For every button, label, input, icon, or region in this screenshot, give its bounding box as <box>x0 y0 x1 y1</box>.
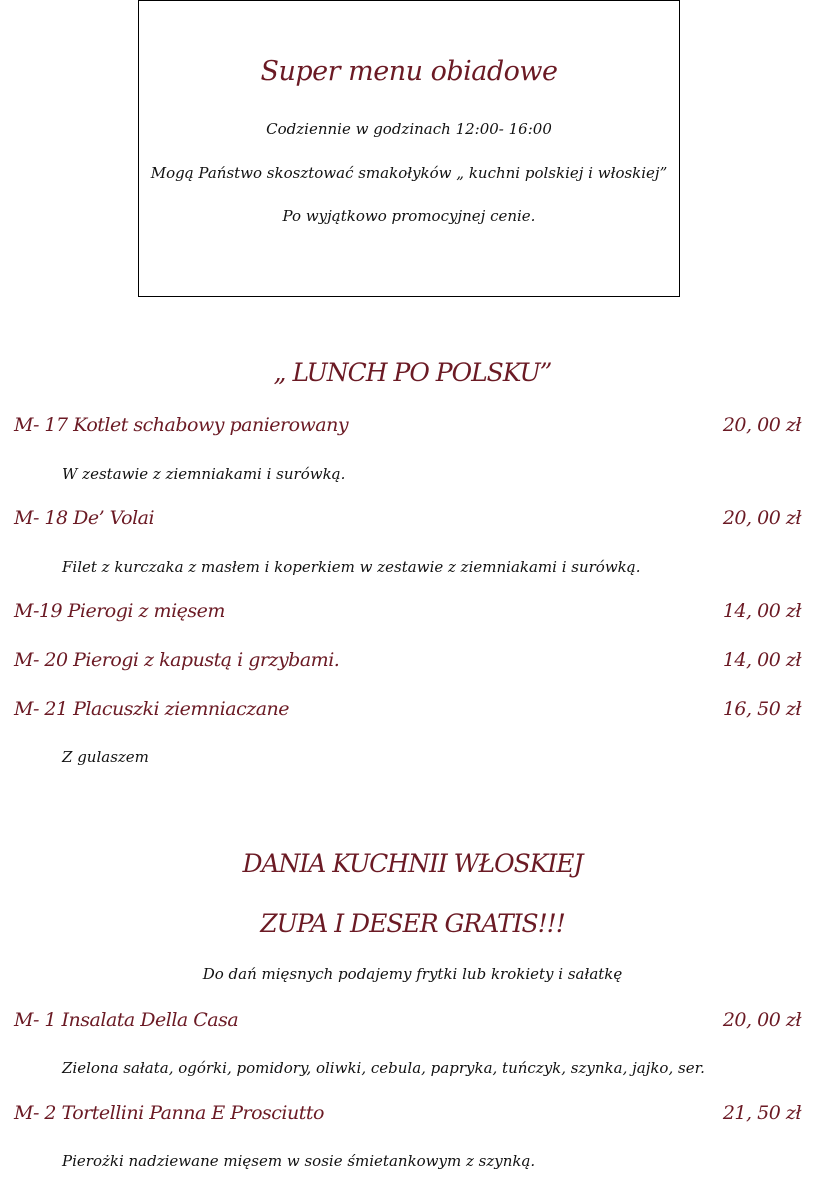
menu-item-name: M- 20 Pierogi z kapustą i grzybami. <box>14 649 340 671</box>
menu-item-description: Pierożki nadziewane mięsem w sosie śmietankowym z szynką. <box>62 1152 536 1170</box>
menu-item-price: 16, 50 zł <box>722 698 801 720</box>
menu-item-price: 21, 50 zł <box>722 1102 801 1124</box>
free-soup-dessert-heading: ZUPA I DESER GRATIS!!! <box>260 909 565 938</box>
menu-item-price: 14, 00 zł <box>722 600 801 622</box>
menu-item-description: Zielona sałata, ogórki, pomidory, oliwki, cebula, papryka, tuńczyk, szynka, jajko, ser. <box>62 1059 705 1077</box>
menu-item-description: Z gulaszem <box>62 748 149 766</box>
promo-note: Po wyjątkowo promocyjnej cenie. <box>282 207 536 225</box>
menu-item-price: 20, 00 zł <box>722 507 801 529</box>
opening-hours: Codziennie w godzinach 12:00- 16:00 <box>266 120 552 138</box>
menu-title: Super menu obiadowe <box>260 56 558 87</box>
menu-item-description: W zestawie z ziemniakami i surówką. <box>62 465 346 483</box>
polish-lunch-heading: „ LUNCH PO POLSKU” <box>273 358 552 387</box>
menu-item-price: 14, 00 zł <box>722 649 801 671</box>
menu-item-name: M-19 Pierogi z mięsem <box>14 600 225 622</box>
menu-item-name: M- 2 Tortellini Panna E Prosciutto <box>14 1102 324 1124</box>
side-dishes-note: Do dań mięsnych podajemy frytki lub krokiety i sałatkę <box>202 965 623 983</box>
menu-item-price: 20, 00 zł <box>722 1009 801 1031</box>
menu-item-name: M- 21 Placuszki ziemniaczane <box>14 698 290 720</box>
italian-dishes-heading: DANIA KUCHNII WŁOSKIEJ <box>242 849 583 878</box>
cuisine-note: Mogą Państwo skosztować smakołyków „ kuchni polskiej i włoskiej” <box>150 164 668 182</box>
menu-item-name: M- 18 De’ Volai <box>14 507 155 529</box>
menu-item-name: M- 17 Kotlet schabowy panierowany <box>14 414 349 436</box>
header-box <box>138 0 680 297</box>
menu-item-name: M- 1 Insalata Della Casa <box>14 1009 239 1031</box>
menu-item-description: Filet z kurczaka z masłem i koperkiem w zestawie z ziemniakami i surówką. <box>62 558 641 576</box>
menu-item-price: 20, 00 zł <box>722 414 801 436</box>
